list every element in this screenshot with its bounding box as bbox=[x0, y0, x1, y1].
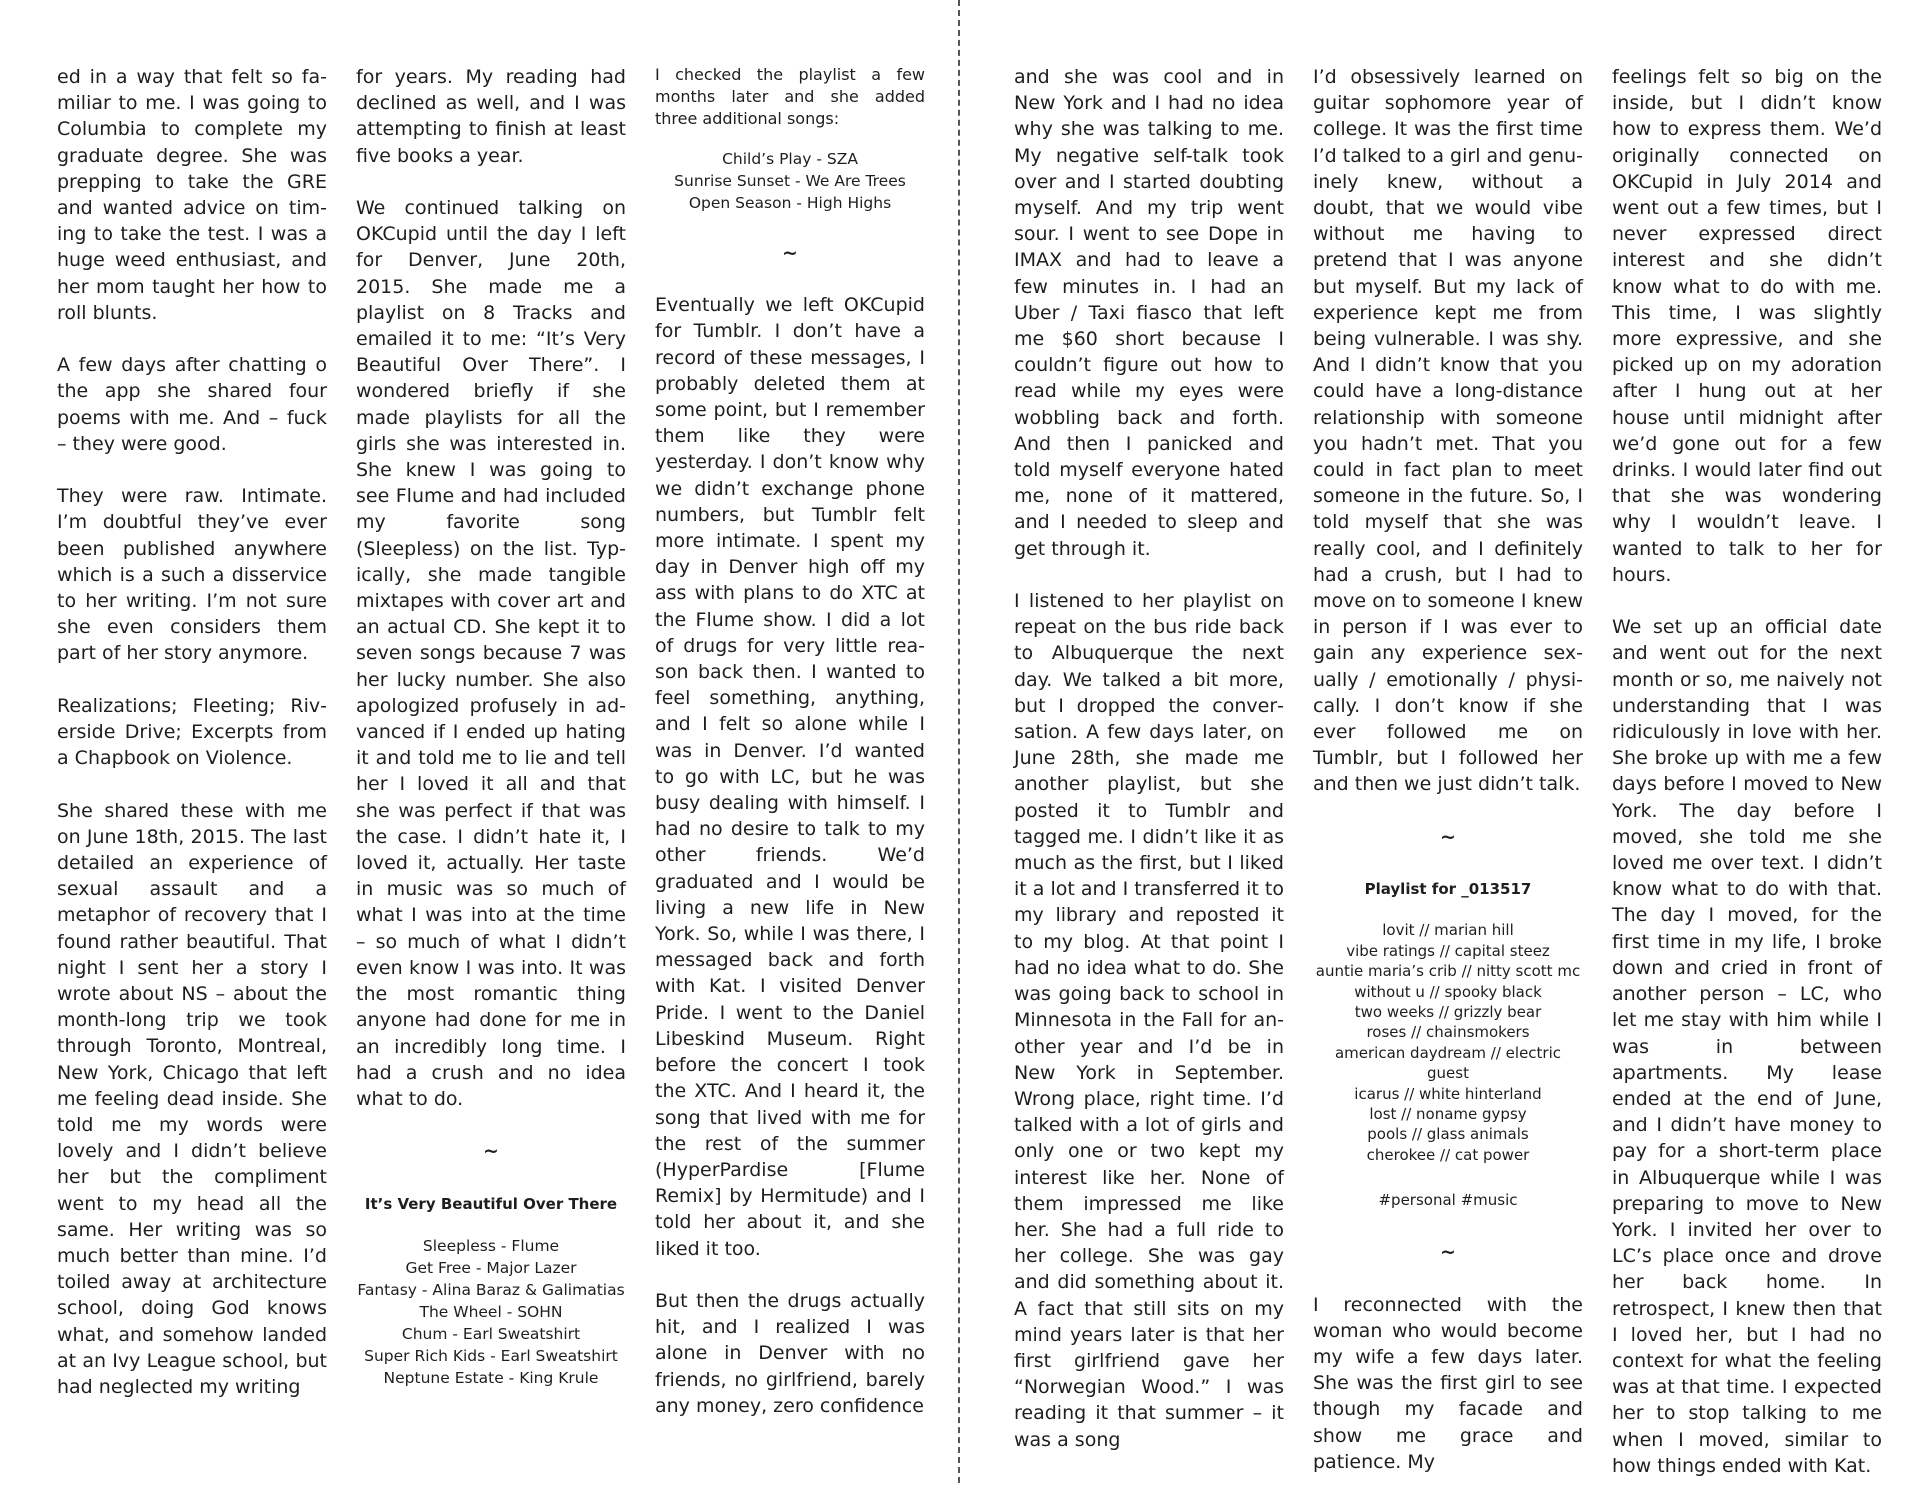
column-6 bbox=[1612, 64, 1882, 1505]
left-page bbox=[0, 0, 960, 1483]
right-page bbox=[960, 0, 1920, 1483]
paragraph: ed in a way that felt so familiar to me. I was going to Columbia to complete my graduate degree. She was prepping to take the GRE and wanted advice on timing to take the test. I was a huge weed enthusiast, and her mom taught her how to roll blunts. bbox=[57, 66, 327, 324]
paragraph: feelings felt so big on the inside, but I didn’t know how to express them. We’d originally connected on OKCupid in July 2014 and went out a few times, but I never expressed direct interest and she didn’t know what to do with me. This time, I was slightly more expressive, and she picked up on my adoration after I hung out at her house until midnight after we’d gone out for a few drinks. I would later find out that she was wondering why I wouldn’t leave. I wanted to talk to her for hours. bbox=[1612, 66, 1882, 586]
playlist-song: auntie maria’s crib // nitty scott mc bbox=[1315, 962, 1581, 981]
playlist-song: american daydream // electric guest bbox=[1334, 1043, 1562, 1083]
paragraph: We set up an official date and went out for the next month or so, me naively not understanding that I was ridiculously in love with her. She broke up with me a few days before I moved to New York. The day before I moved, she told me she loved me over text. I didn’t know what to do with that. The day I moved, for the first time in my life, I broke down and cried in front of another person – LC, who let me stay with him while I was in between apartments. My lease ended at the end of June, and I didn’t have money to pay for a short-term place in Albuquerque while I was preparing to move to New York. I invited her over to LC’s place once and drove her back home. In retrospect, I knew then that I loved her, but I had no context for what the feeling was at that time. I expected her to stop talking to me when I moved, similar to how things ended with Kat. bbox=[1612, 616, 1882, 1477]
paragraph: But then the drugs actually hit, and I realized I was alone in Denver with no friends, no girlfriend, barely any money, zero confidence bbox=[655, 1289, 925, 1417]
paragraph: Realizations; Fleeting; Riverside Drive; Excerpts from a Chapbook on Violence. bbox=[57, 694, 327, 770]
column-3 bbox=[655, 64, 925, 1445]
playlist-song: Neptune Estate - King Krule bbox=[383, 1368, 599, 1387]
paragraph: I listened to her playlist on repeat on the bus ride back to Albuquerque the next day. We talked a bit more, but I dropped the conversation. A few days later, on June 28th, she made me another playlist, but she posted it to Tumblr and tagged me. I didn’t like it as much as the first, but I liked it a lot and I transferred it to my library and reposted it to my blog. At that point I had no idea what to do. She was going back to school in Minnesota in the Fall for another year and I’d be in New York in September. Wrong place, right time. I’d talked with a lot of girls and only one or two kept my interest like her. None of them impressed me like her. She had a full ride to her college. She was gay and did something about it. A fact that still sits on my mind years later is that her first girlfriend gave her “Norwegian Wood.” I was reading it that summer – it was a song bbox=[1014, 590, 1284, 1451]
section-divider: ~ bbox=[1440, 825, 1456, 848]
column-1 bbox=[57, 64, 327, 1426]
playlist-song: icarus // white hinterland bbox=[1354, 1084, 1542, 1103]
section-divider: ~ bbox=[782, 242, 798, 264]
column-4 bbox=[1014, 64, 1284, 1479]
paragraph: and she was cool and in New York and I had no idea why she was talking to me. My negative self-talk took over and I started doubting myself. And my trip went sour. I went to see Dope in IMAX and had to leave a few minutes in. I had an Uber / Taxi fiasco that left me $60 short because I couldn’t figure out how to read while my eyes were wobbling back and forth. And then I panicked and told myself everyone hated me, none of it mattered, and I needed to sleep and get through it. bbox=[1014, 66, 1284, 560]
playlist-song: two weeks // grizzly bear bbox=[1354, 1002, 1542, 1021]
section-divider: ~ bbox=[483, 1140, 499, 1163]
playlist-song: Get Free - Major Lazer bbox=[405, 1258, 577, 1277]
paragraph: She shared these with me on June 18th, 2015. The last detailed an experience of sexual assault and a metaphor of recovery that I found rather beautiful. That night I sent her a story I wrote about NS – about the month-long trip we took through Toronto, Montreal, New York, Chicago that left me feeling dead inside. She told me my words were lovely and I didn’t believe her but the compliment went to my head all the same. Her writing was so much better than mine. I’d toiled away at architecture school, doing God knows what, and somehow landed at an Ivy League school, but had neglected my writing bbox=[57, 799, 327, 1399]
playlist-song: roses // chainsmokers bbox=[1366, 1023, 1530, 1042]
paragraph: We continued talking on OKCupid until the day I left for Denver, June 20th, 2015. She made me a playlist on 8 Tracks and emailed it to me: “It’s Very Beautiful Over There”. I wondered briefly if she made playlists for all the girls she was interested in. She knew I was going to see Flume and had included my favorite song (Sleepless) on the list. Typically, she made tangible mixtapes with cover art and an actual CD. She kept it to seven songs because 7 was her lucky number. She also apologized profusely in advanced if I ended up hating it and told me to lie and tell her I loved it all and that she was perfect if that was the case. I didn’t hate it, I loved it, actually. Her taste in music was so much of what I was into at the time – so much of what I didn’t even know I was into. It was the most romantic thing anyone had done for me in an incredibly long time. I had a crush and no idea what to do. bbox=[356, 197, 626, 1110]
playlist-song: without u // spooky black bbox=[1354, 982, 1542, 1001]
playlist-song: Child’s Play - SZA bbox=[722, 150, 858, 168]
paragraph: Eventually we left OKCupid for Tumblr. I don’t have a record of these messages, I probably deleted them at some point, but I remember them like they were yesterday. I don’t know why we didn’t exchange phone numbers, but Tumblr felt more intimate. I spent my day in Denver high off my ass with plans to do XTC at the Flume show. I did a lot of drugs for very little reason back then. I wanted to feel something, anything, and I felt so alone while I was in Denver. I’d wanted to go with LC, but he was busy dealing with himself. I had no desire to talk to my other friends. We’d graduated and I would be living a new life in New York. So, while I was there, I messaged back and forth with Kat. I visited Denver Pride. I went to the Daniel Libeskind Museum. Right before the concert I took the XTC. And I heard it, the song that lived with me for the rest of the summer (HyperPardise [Flume Remix] by Hermitude) and I told her about it, and she liked it too. bbox=[655, 294, 925, 1260]
section-divider: ~ bbox=[1440, 1241, 1456, 1264]
playlist-title: Playlist for _013517 bbox=[1364, 880, 1532, 899]
paragraph: I’d obsessively learned on guitar sophomore year of college. It was the first time I’d talked to a girl and genuinely knew, without a doubt, that we would vibe without me having to pretend that I was anyone but myself. But my lack of experience kept me from being vulnerable. I was shy. And I didn’t know that you could have a long-distance relationship with someone you hadn’t met. That you could in fact plan to meet someone in the future. So, I told myself that she was really cool, and I definitely had a crush, but I had to move on to someone I knew in person if I was ever to gain any experience sexually / emotionally / physically. I don’t know if she ever followed me on Tumblr, but I followed her and then we just didn’t talk. bbox=[1313, 66, 1583, 796]
playlist-song: Chum - Earl Sweatshirt bbox=[401, 1324, 581, 1343]
paragraph: I reconnected with the woman who would become my wife a few days later. She was the first girl to see though my facade and show me grace and patience. My bbox=[1313, 1293, 1583, 1473]
playlist-song: Open Season - High Highs bbox=[688, 194, 892, 212]
playlist-songs bbox=[356, 1235, 626, 1389]
playlist-song: Super Rich Kids - Earl Sweatshirt bbox=[364, 1346, 618, 1365]
playlist-song: vibe ratings // capital steez bbox=[1346, 941, 1550, 960]
playlist-song: pools // glass animals bbox=[1367, 1125, 1529, 1144]
playlist-song: lovit // marian hill bbox=[1382, 921, 1514, 940]
playlist-song: cherokee // cat power bbox=[1366, 1145, 1530, 1164]
playlist-song: Fantasy - Alina Baraz & Galimatias bbox=[357, 1280, 625, 1299]
hashtags: #personal #music bbox=[1378, 1191, 1518, 1210]
paragraph: I checked the playlist a few months later and she added three additional songs: bbox=[655, 65, 925, 128]
paragraph: for years. My reading had declined as well, and I was attempting to finish at least five books a year. bbox=[356, 66, 626, 167]
column-5 bbox=[1313, 64, 1583, 1501]
playlist-song: lost // noname gypsy bbox=[1369, 1104, 1527, 1123]
playlist-song: The Wheel - SOHN bbox=[419, 1302, 563, 1321]
additional-songs bbox=[655, 148, 925, 214]
paragraph: They were raw. Intimate. I’m doubtful they’ve ever been published anywhere which is a such a disservice to her writing. I’m not sure she even considers them part of her story anymore. bbox=[57, 485, 327, 665]
playlist-song: Sunrise Sunset - We Are Trees bbox=[674, 172, 906, 190]
playlist-song: Sleepless - Flume bbox=[422, 1236, 560, 1255]
paragraph: A few days after chatting o the app she shared four poems with me. And – fuck – they were good. bbox=[57, 354, 327, 455]
playlist-songs bbox=[1313, 920, 1583, 1165]
column-2 bbox=[356, 64, 626, 1407]
playlist-title: It’s Very Beautiful Over There bbox=[364, 1194, 618, 1213]
